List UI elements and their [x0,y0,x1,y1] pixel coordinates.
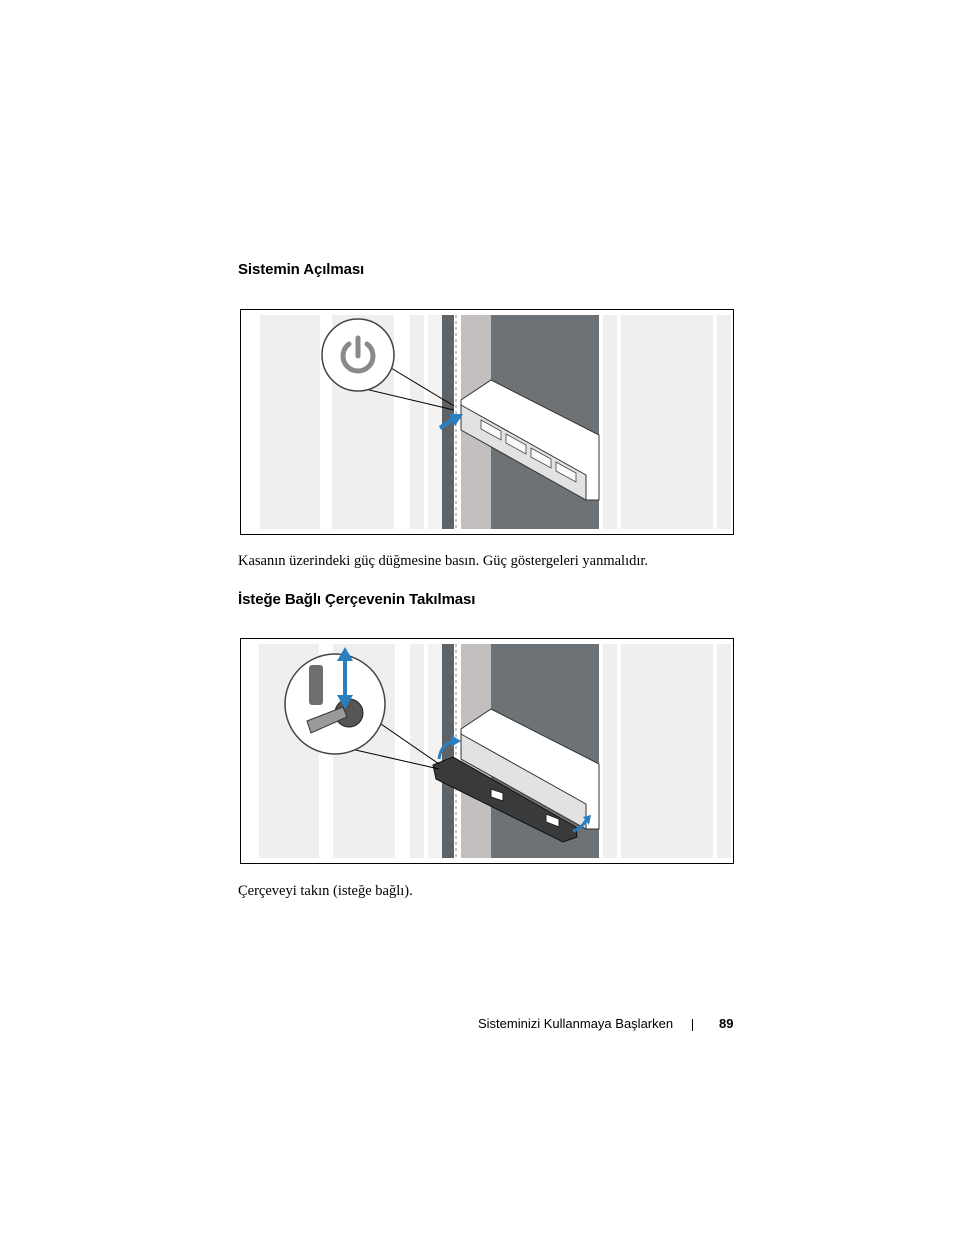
section-heading-install-bezel: İsteğe Bağlı Çerçevenin Takılması [238,591,476,608]
page-number: 89 [719,1016,734,1031]
footer-title: Sisteminizi Kullanmaya Başlarken [478,1016,674,1031]
footer-separator [692,1019,693,1031]
illustration-install-bezel [241,639,733,863]
section-heading-power-on: Sistemin Açılması [238,261,365,278]
install-bezel-instruction: Çerçeveyi takın (isteğe bağlı). [238,883,413,899]
figure-install-bezel [240,638,734,864]
key-lock-icon [285,654,385,754]
figure-power-on [240,309,734,535]
power-icon [322,319,394,391]
power-on-instruction: Kasanın üzerindeki güç düğmesine basın. Güç göstergeleri yanmalıdır. [238,553,649,569]
illustration-power-on [241,310,733,534]
